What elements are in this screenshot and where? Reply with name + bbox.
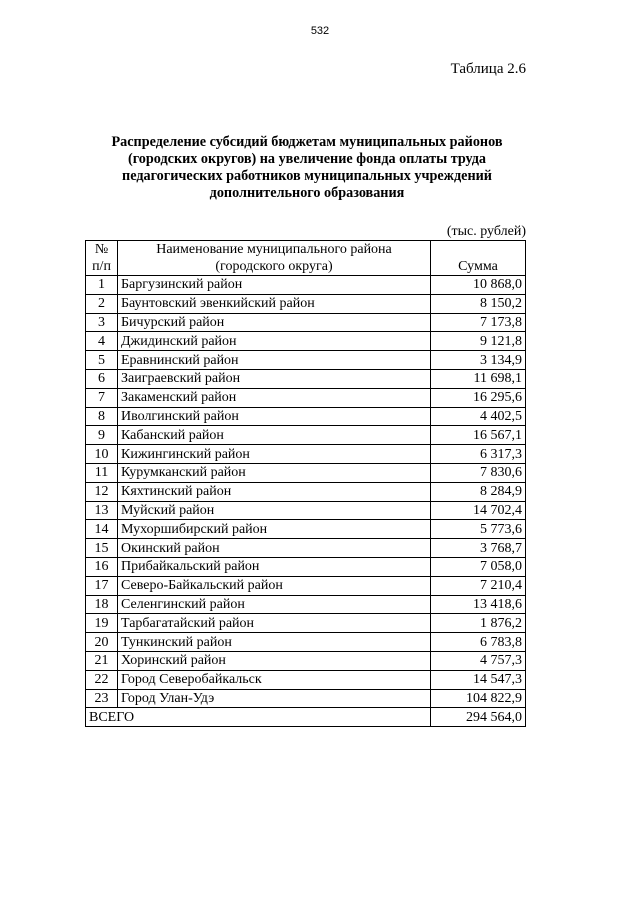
- total-sum: 294 564,0: [431, 708, 526, 727]
- row-sum: 13 418,6: [431, 595, 526, 614]
- header-number: [86, 241, 118, 276]
- header-sum: Сумма: [431, 241, 526, 276]
- header-name-line1: Наименование муниципального района: [156, 242, 392, 257]
- table-row: [86, 294, 526, 313]
- table-row: [86, 651, 526, 670]
- row-number: 11: [86, 463, 118, 482]
- row-name: Курумканский район: [118, 463, 431, 482]
- row-name: Мухоршибирский район: [118, 520, 431, 539]
- header-number-line1: №: [94, 242, 109, 257]
- row-name: Кижингинский район: [118, 445, 431, 464]
- row-number: 16: [86, 557, 118, 576]
- row-sum: 10 868,0: [431, 276, 526, 295]
- row-sum: 4 757,3: [431, 651, 526, 670]
- row-sum: 5 773,6: [431, 520, 526, 539]
- row-name: Город Улан-Удэ: [118, 689, 431, 708]
- row-number: 9: [86, 426, 118, 445]
- title-line: Распределение субсидий бюджетам муниципальных районов: [111, 134, 503, 150]
- row-number: 15: [86, 539, 118, 558]
- row-name: Прибайкальский район: [118, 557, 431, 576]
- row-number: 12: [86, 482, 118, 501]
- row-number: 20: [86, 633, 118, 652]
- row-number: 1: [86, 276, 118, 295]
- table-row: [86, 520, 526, 539]
- total-row: [86, 708, 526, 727]
- row-name: Баунтовский эвенкийский район: [118, 294, 431, 313]
- row-sum: 1 876,2: [431, 614, 526, 633]
- row-name: Муйский район: [118, 501, 431, 520]
- table-row: [86, 426, 526, 445]
- row-name: Заиграевский район: [118, 369, 431, 388]
- row-sum: 14 547,3: [431, 670, 526, 689]
- row-name: Баргузинский район: [118, 276, 431, 295]
- row-sum: 8 150,2: [431, 294, 526, 313]
- title-line: педагогических работников муниципальных учреждений: [122, 168, 492, 184]
- row-name: Город Северобайкальск: [118, 670, 431, 689]
- table-row: [86, 670, 526, 689]
- row-sum: 3 768,7: [431, 539, 526, 558]
- row-name: Бичурский район: [118, 313, 431, 332]
- header-name-line2: (городского округа): [215, 259, 333, 274]
- table-row: [86, 501, 526, 520]
- row-number: 4: [86, 332, 118, 351]
- table-row: [86, 407, 526, 426]
- row-name: Тункинский район: [118, 633, 431, 652]
- row-sum: 7 173,8: [431, 313, 526, 332]
- row-number: 18: [86, 595, 118, 614]
- row-sum: 14 702,4: [431, 501, 526, 520]
- row-sum: 6 783,8: [431, 633, 526, 652]
- row-number: 14: [86, 520, 118, 539]
- units-label: (тыс. рублей): [446, 224, 526, 239]
- row-number: 23: [86, 689, 118, 708]
- table-row: [86, 276, 526, 295]
- table-row: [86, 482, 526, 501]
- row-name: Тарбагатайский район: [118, 614, 431, 633]
- row-number: 5: [86, 351, 118, 370]
- table-row: [86, 445, 526, 464]
- row-name: Кабанский район: [118, 426, 431, 445]
- title-line: дополнительного образования: [209, 185, 405, 201]
- table-row: [86, 614, 526, 633]
- row-name: Хоринский район: [118, 651, 431, 670]
- table-row: [86, 595, 526, 614]
- row-name: Селенгинский район: [118, 595, 431, 614]
- row-number: 8: [86, 407, 118, 426]
- table-row: [86, 576, 526, 595]
- row-sum: 8 284,9: [431, 482, 526, 501]
- row-name: Иволгинский район: [118, 407, 431, 426]
- title-line: (городских округов) на увеличение фонда оплаты труда: [127, 151, 487, 167]
- table-row: [86, 557, 526, 576]
- page-number: 532: [310, 25, 330, 37]
- table-row: [86, 332, 526, 351]
- table-row: [86, 633, 526, 652]
- row-sum: 11 698,1: [431, 369, 526, 388]
- row-number: 6: [86, 369, 118, 388]
- row-sum: 104 822,9: [431, 689, 526, 708]
- row-name: Кяхтинский район: [118, 482, 431, 501]
- row-sum: 6 317,3: [431, 445, 526, 464]
- table-row: [86, 369, 526, 388]
- row-number: 17: [86, 576, 118, 595]
- total-label: ВСЕГО: [86, 708, 431, 727]
- table-row: [86, 539, 526, 558]
- table-header-row: [86, 241, 526, 276]
- row-sum: 7 830,6: [431, 463, 526, 482]
- row-name: Окинский район: [118, 539, 431, 558]
- row-sum: 9 121,8: [431, 332, 526, 351]
- table-row: [86, 463, 526, 482]
- row-number: 21: [86, 651, 118, 670]
- row-sum: 7 210,4: [431, 576, 526, 595]
- document-title: [80, 134, 534, 202]
- table-row: [86, 689, 526, 708]
- row-sum: 3 134,9: [431, 351, 526, 370]
- row-name: Закаменский район: [118, 388, 431, 407]
- header-name: [118, 241, 431, 276]
- header-number-line2: п/п: [92, 259, 111, 274]
- row-number: 13: [86, 501, 118, 520]
- row-sum: 7 058,0: [431, 557, 526, 576]
- table-row: [86, 313, 526, 332]
- row-number: 22: [86, 670, 118, 689]
- row-sum: 16 295,6: [431, 388, 526, 407]
- row-number: 10: [86, 445, 118, 464]
- table-caption: Таблица 2.6: [450, 61, 526, 77]
- table-body: [86, 276, 526, 708]
- row-sum: 16 567,1: [431, 426, 526, 445]
- row-name: Северо-Байкальский район: [118, 576, 431, 595]
- table-row: [86, 351, 526, 370]
- row-number: 19: [86, 614, 118, 633]
- row-number: 2: [86, 294, 118, 313]
- row-name: Еравнинский район: [118, 351, 431, 370]
- subsidies-table: [85, 240, 526, 727]
- row-number: 3: [86, 313, 118, 332]
- row-sum: 4 402,5: [431, 407, 526, 426]
- row-number: 7: [86, 388, 118, 407]
- table-row: [86, 388, 526, 407]
- row-name: Джидинский район: [118, 332, 431, 351]
